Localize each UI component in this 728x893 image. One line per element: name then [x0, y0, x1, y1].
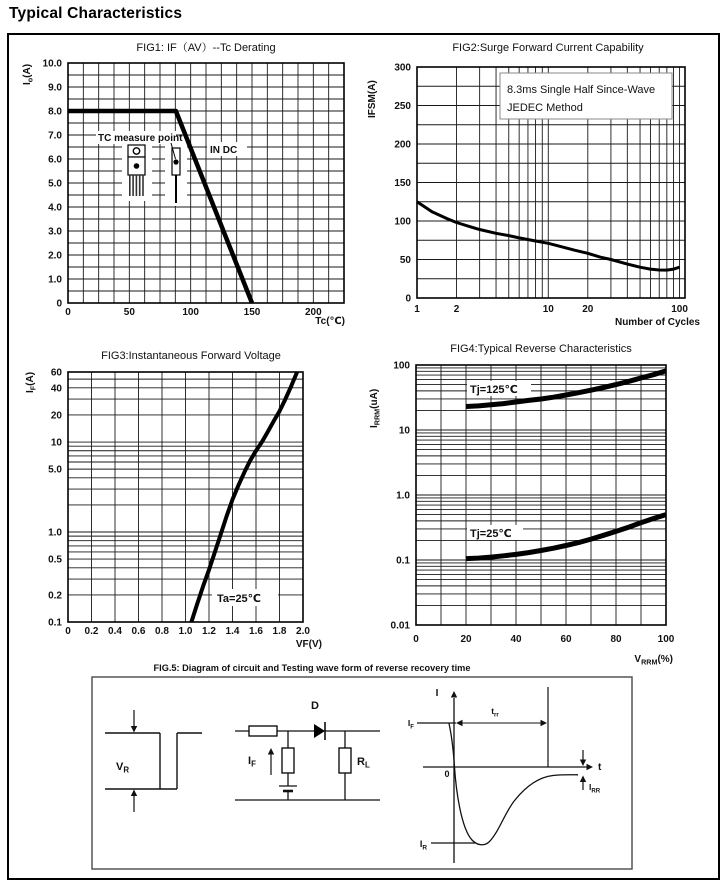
- x-tick-label: 1.2: [202, 626, 216, 637]
- y-tick-label: 50: [399, 255, 411, 266]
- y-tick-label: 20: [50, 410, 62, 422]
- fig3-series-0: [191, 372, 297, 622]
- y-tick-label: 0.2: [48, 590, 62, 602]
- label-rl: $R_L$: [357, 756, 370, 770]
- fig1-title: FIG1: IF（AV）--Tc Derating: [136, 42, 276, 54]
- y-tick-label: 9.0: [48, 82, 62, 94]
- y-tick-label: 5.0: [48, 464, 62, 476]
- fig4-reverse-characteristics-chart: [363, 340, 725, 672]
- x-tick-label: 150: [243, 307, 261, 318]
- label-vr: $V_R$: [116, 761, 130, 775]
- x-tick-label: 2: [453, 304, 460, 315]
- fig3-annotation-0: Ta=25℃: [217, 593, 261, 605]
- x-tick-label: 0.6: [131, 626, 146, 637]
- fig1-annotation-1: IN DC: [210, 145, 238, 156]
- y-tick-label: 10.0: [42, 58, 62, 70]
- y-tick-label: 60: [50, 367, 62, 379]
- fig3-forward-voltage-chart: [8, 346, 360, 654]
- fig2-annotation-1: JEDEC Method: [507, 102, 583, 114]
- x-tick-label: 0: [413, 634, 419, 645]
- fig1-x-axis-label: Tc(℃): [315, 316, 345, 327]
- y-tick-label: 7.0: [48, 130, 62, 142]
- fig1-derating-chart: [8, 38, 360, 338]
- x-tick-label: 2.0: [296, 626, 310, 637]
- x-tick-label: 0: [65, 307, 71, 318]
- grid: [68, 372, 303, 622]
- label-trr: $t_{rr}$: [491, 706, 499, 719]
- fig4-y-axis-label: $I_{RRM}(uA)$: [369, 388, 382, 428]
- fig2-y-axis-label: IFSM(A): [367, 80, 378, 118]
- y-tick-label: 5.0: [48, 178, 62, 190]
- label-irr: $I_{RR}$: [589, 782, 601, 795]
- x-tick-label: 50: [123, 307, 135, 318]
- fig1-svg: [8, 38, 360, 338]
- x-tick-label: 1.6: [249, 626, 263, 637]
- y-tick-label: 0: [405, 293, 411, 305]
- x-tick-label: 80: [610, 634, 622, 645]
- y-tick-label: 0.01: [390, 620, 410, 632]
- label-if-wave: $I_F$: [407, 718, 414, 731]
- x-tick-label: 100: [182, 307, 200, 318]
- y-tick-label: 250: [394, 101, 411, 112]
- y-tick-label: 100: [393, 360, 410, 372]
- fig2-annotation-0: 8.3ms Single Half Since-Wave: [507, 84, 656, 96]
- label-d: D: [311, 700, 319, 712]
- fig2-title: FIG2:Surge Forward Current Capability: [452, 42, 644, 54]
- fig1-annotation-0: TC measure point: [98, 133, 183, 144]
- fig3-svg: [8, 346, 360, 654]
- fig3-title: FIG3:Instantaneous Forward Voltage: [101, 350, 281, 362]
- x-tick-label: 0.8: [155, 626, 169, 637]
- grid: [416, 365, 666, 625]
- y-tick-label: 150: [394, 178, 411, 189]
- fig2-surge-current-chart: [363, 38, 723, 338]
- x-tick-label: 40: [510, 634, 522, 645]
- y-tick-label: 1.0: [396, 490, 410, 502]
- label-zero: 0: [444, 769, 450, 779]
- label-t-axis: t: [598, 762, 602, 773]
- y-tick-label: 6.0: [48, 154, 62, 166]
- x-tick-label: 0.4: [108, 626, 122, 637]
- x-tick-label: 1.8: [272, 626, 287, 637]
- y-tick-label: 0: [56, 298, 62, 310]
- y-tick-label: 10: [50, 437, 62, 449]
- recovery-waveform: [417, 687, 593, 863]
- y-tick-label: 2.0: [48, 250, 62, 262]
- y-tick-label: 1.0: [48, 274, 62, 286]
- x-tick-label: 100: [671, 304, 688, 315]
- y-tick-label: 200: [394, 139, 411, 151]
- label-ir: $I_R$: [419, 839, 427, 852]
- label-if-circuit: $I_F$: [248, 755, 256, 769]
- y-tick-label: 0.5: [48, 554, 62, 566]
- x-tick-label: 0.2: [84, 626, 99, 637]
- fig4-x-axis-label: $V_{RRM}(\%)$: [634, 654, 673, 667]
- y-tick-label: 300: [394, 62, 411, 74]
- x-tick-label: 1.4: [225, 626, 240, 637]
- fig3-x-axis-label: VF(V): [295, 639, 322, 650]
- fig4-title: FIG4:Typical Reverse Characteristics: [450, 343, 632, 355]
- y-tick-label: 8.0: [48, 106, 62, 118]
- fig5-title: FIG.5: Diagram of circuit and Testing wave form of reverse recovery time: [153, 663, 471, 673]
- y-tick-label: 0.1: [48, 617, 62, 629]
- fig4-annotation-0: Tj=125℃: [470, 384, 518, 396]
- x-tick-label: 1: [414, 304, 420, 315]
- x-tick-label: 60: [560, 634, 572, 645]
- fig2-svg: [363, 38, 723, 338]
- fig1-y-axis-label: $I_o(A)$: [22, 63, 35, 85]
- label-i-axis: I: [435, 688, 439, 699]
- x-tick-label: 1.0: [178, 626, 193, 637]
- y-tick-label: 4.0: [48, 202, 62, 214]
- x-tick-label: 0: [65, 626, 71, 637]
- x-tick-label: 200: [304, 307, 322, 318]
- fig5-box: [92, 677, 632, 869]
- x-tick-label: 20: [460, 634, 472, 645]
- y-tick-label: 10: [398, 425, 410, 437]
- y-tick-label: 1.0: [48, 527, 62, 539]
- fig4-svg: [363, 340, 725, 672]
- fig2-x-axis-label: Number of Cycles: [614, 317, 700, 328]
- x-tick-label: 20: [582, 304, 594, 315]
- fig4-annotation-1: Tj=25℃: [470, 528, 512, 540]
- y-tick-label: 0.1: [396, 555, 410, 567]
- fig3-y-axis-label: $I_F(A)$: [25, 371, 38, 393]
- y-tick-label: 100: [394, 216, 411, 228]
- y-tick-label: 40: [50, 383, 62, 395]
- x-tick-label: 100: [657, 634, 675, 645]
- fig5-reverse-recovery-diagram: [85, 660, 645, 875]
- x-tick-label: 10: [542, 304, 554, 315]
- page-title: Typical Characteristics: [9, 5, 183, 22]
- y-tick-label: 3.0: [48, 226, 62, 238]
